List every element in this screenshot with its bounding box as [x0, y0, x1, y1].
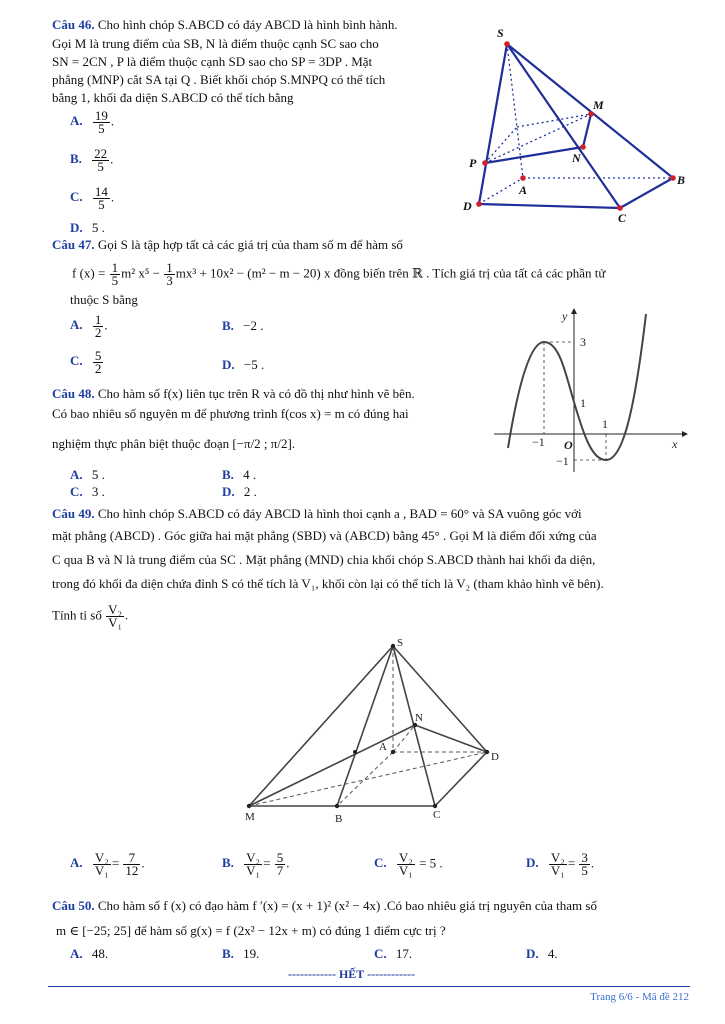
label-n: N [572, 151, 581, 165]
option-label: B. [222, 318, 234, 333]
fraction [93, 186, 110, 211]
numerator: 19 [94, 108, 108, 123]
denominator: 2 [94, 361, 102, 376]
edge-an-hidden [393, 725, 415, 752]
fraction [275, 852, 286, 877]
q49-option-b[interactable]: B. $\frac{\text{V₂}}{\text{V₁}}$ = $\frac{5}{7}$ . [222, 850, 290, 878]
q47-text-3: thuộc S bằng [70, 292, 138, 307]
q46-text-4: phẳng (MNP) cắt SA tại Q . Biết khối chóp S.MNPQ có thể tích [52, 72, 386, 87]
fraction [579, 852, 590, 877]
option-label: B. [222, 467, 234, 482]
fraction [397, 852, 415, 877]
edge-sb [337, 646, 393, 806]
label-b: B [335, 813, 343, 825]
denominator: 5 [98, 197, 105, 212]
q46-text-5: bằng 1, khối đa diện S.ABCD có thể tích bằng [52, 90, 294, 105]
label-s: S [497, 26, 504, 40]
label-s: S [397, 637, 404, 649]
edge-dc [479, 204, 620, 208]
q48-text-3a: nghiệm thực phân biệt thuộc đoạn [52, 436, 230, 451]
option-label: C. [70, 484, 83, 499]
q46-number: Câu 46. [52, 17, 95, 32]
edge-md-hidden [249, 752, 487, 806]
denominator: 5 [97, 159, 104, 174]
edge-sm [249, 646, 393, 806]
fraction-one-third [164, 262, 175, 287]
fraction [92, 148, 109, 173]
graph-curve [508, 314, 646, 460]
label-origin: O [564, 438, 573, 452]
q48-text-1: Cho hàm số f(x) liên tục trên R và có đồ thị như hình vẽ bên. [97, 386, 415, 401]
option-label: C. [70, 353, 83, 369]
fraction [93, 314, 104, 339]
q49-option-d[interactable]: D. $\frac{\text{V₂}}{\text{V₁}}$ = $\frac{3}{5}$ . [526, 850, 595, 878]
q47-option-c[interactable] [70, 350, 104, 375]
edge-sd [479, 44, 507, 204]
edge-qm-hidden [517, 114, 591, 127]
label-p: P [469, 156, 477, 170]
fraction [93, 852, 111, 877]
option-label: D. [526, 855, 539, 871]
page-footer: Trang 6/6 - Mã đề 212 [590, 991, 689, 1003]
numerator: V₂ [550, 850, 565, 865]
func-part-a: f (x) = [72, 265, 106, 281]
denominator: 5 [98, 121, 105, 136]
q49-text-1: Cho hình chóp S.ABCD có đáy ABCD là hình thoi cạnh a , BAD = 60° và SA vuông góc với [97, 506, 582, 521]
label-one: 1 [580, 396, 586, 410]
q46-text-3: SN = 2CN , P là điểm thuộc cạnh SD sao cho SP = 3DP . Mặt [52, 54, 373, 69]
option-label: C. [70, 189, 83, 205]
label-a: A [379, 741, 387, 753]
edge-cd [435, 752, 487, 806]
label-three: 3 [580, 335, 586, 349]
option-label: B. [222, 946, 234, 961]
q49-text-2: mặt phẳng (ABCD) . Góc giữa hai mặt phẳng (SBD) và (ABCD) bằng 45° . Gọi M là điểm đối xứng của [52, 528, 597, 543]
q47-line-1 [52, 237, 403, 253]
q48-text-3: nghiệm thực phân biệt thuộc đoạn [−π/2 ; π/2]. [52, 436, 296, 451]
q49-line-1 [52, 506, 582, 522]
option-text: −5 . [243, 357, 265, 372]
numerator: V₂ [398, 850, 413, 865]
option-label: A. [70, 946, 83, 961]
q50-option-b[interactable] [222, 946, 259, 962]
q46-text-2: Gọi M là trung điểm của SB, N là điểm thuộc cạnh SC sao cho [52, 36, 379, 51]
denominator: V₁ [94, 863, 109, 878]
func-part-b: m² x⁵ − [121, 265, 160, 281]
option-text: 48. [91, 946, 109, 961]
option-text: −2 . [243, 318, 264, 333]
option-text: 3 . [91, 484, 105, 499]
q49-option-a[interactable]: A. $\frac{\text{V₂}}{\text{V₁}}$ = $\frac{7}{12}$ . [70, 850, 145, 878]
option-label: A. [70, 317, 83, 333]
label-d: D [463, 199, 472, 213]
numerator: V₂ [246, 850, 261, 865]
q49-pyramid-figure [235, 628, 515, 828]
label-a: A [519, 183, 528, 197]
fraction [549, 852, 567, 877]
y-axis-arrow-icon [571, 308, 577, 314]
option-text: 5 . [91, 220, 105, 235]
fraction [244, 852, 262, 877]
q46-option-d[interactable] [70, 220, 105, 236]
q50-text-1: Cho hàm số f (x) có đạo hàm f ′(x) = (x + 1)² (x² − 4x) .Có bao nhiêu giá trị nguyên của tham số [97, 898, 597, 913]
denominator: V₁ [398, 863, 413, 878]
label-y: y [562, 309, 568, 323]
q49-option-c[interactable] [374, 852, 443, 877]
q48-text-2: Có bao nhiêu số nguyên m để phương trình f(cos x) = m có đúng hai [52, 406, 409, 421]
label-minus-one-y: −1 [556, 454, 569, 468]
fraction-one-fifth [110, 262, 121, 287]
denominator: 5 [581, 863, 588, 878]
label-m: M [245, 811, 255, 823]
q48-option-c[interactable] [70, 484, 105, 500]
q48-option-d[interactable] [222, 484, 257, 500]
x-axis-arrow-icon [682, 431, 688, 437]
label-c: C [618, 211, 627, 225]
option-label: A. [70, 113, 83, 129]
q48-line-1 [52, 386, 415, 402]
option-label: C. [374, 946, 387, 961]
denominator: 5 [111, 273, 119, 288]
q47-function-line [72, 262, 605, 287]
denominator: V₁ [108, 615, 123, 630]
option-label: B. [70, 151, 82, 167]
q48-number: Câu 48. [52, 386, 95, 401]
q46-line-1 [52, 17, 448, 33]
edge-mn [249, 725, 415, 806]
q49-number: Câu 49. [52, 506, 95, 521]
denominator: 7 [276, 863, 284, 878]
q47-text-1: Gọi S là tập hợp tất cả các giá trị của tham số m để hàm số [97, 237, 403, 252]
numerator: 5 [94, 348, 102, 363]
numerator: 7 [123, 852, 140, 865]
option-label: D. [222, 484, 235, 499]
q49-text-5: Tính tỉ số $\frac{\text{V₂}}{\text{V₁}}$ . [52, 602, 129, 630]
edge-nm [583, 114, 591, 147]
edge-pn [485, 147, 583, 163]
numerator: 5 [276, 850, 284, 865]
q50-option-c[interactable] [374, 946, 412, 962]
option-text: 4 . [243, 467, 257, 482]
q50-text-2: m ∈ [−25; 25] để hàm số g(x) = f (2x² − 12x + m) có đúng 1 điểm cực trị ? [56, 923, 446, 938]
q48-function-graph [488, 306, 688, 476]
edge-ab-hidden [337, 752, 393, 806]
fraction [93, 110, 110, 135]
q47-option-b[interactable] [222, 318, 264, 334]
q50-option-d[interactable] [526, 946, 558, 962]
numerator: 14 [94, 184, 108, 199]
q50-option-a[interactable] [70, 946, 108, 962]
q50-number: Câu 50. [52, 898, 95, 913]
label-d: D [491, 751, 499, 763]
q49-text-5a: Tính tỉ số [52, 607, 102, 623]
label-x: x [672, 437, 678, 451]
option-label: A. [70, 855, 83, 871]
edge-cb [620, 178, 673, 208]
numerator: 1 [111, 260, 119, 275]
q46-option-c[interactable]: C. $\frac{14}{5}$ . [70, 184, 115, 212]
label-c: C [433, 809, 441, 821]
label-one-x: 1 [602, 417, 608, 431]
numerator: V₂ [94, 850, 109, 865]
q48-option-b[interactable] [222, 467, 256, 483]
label-n: N [415, 712, 423, 724]
q46-option-a[interactable]: A. $\frac{19}{5}$ . [70, 108, 115, 136]
q49-text-3: C qua B và N là trung điểm của SC . Mặt phẳng (MND) chia khối chóp S.ABCD thành hai khối đa diện, [52, 552, 596, 567]
option-label: B. [222, 855, 234, 871]
numerator: 1 [94, 312, 102, 327]
option-text: 19. [243, 946, 260, 961]
q46-pyramid-figure [455, 20, 700, 230]
q46-option-b[interactable]: B. $\frac{22}{5}$ . [70, 146, 114, 174]
fraction [93, 350, 104, 375]
fraction [123, 852, 140, 877]
option-label: D. [526, 946, 539, 961]
denominator: V₁ [550, 863, 565, 878]
edge-da-hidden [479, 178, 523, 204]
func-part-d: đồng biến trên ℝ . Tích giá trị của tất cả các phần tử [333, 265, 606, 281]
edge-nd [415, 725, 487, 752]
numerator: 22 [94, 146, 108, 161]
denominator: 12 [125, 863, 139, 878]
label-m: M [593, 98, 604, 112]
option-text: 4. [547, 946, 558, 961]
q47-number: Câu 47. [52, 237, 95, 252]
q46-text-1: Cho hình chóp S.ABCD có đáy ABCD là hình bình hành. [97, 17, 398, 32]
q48-option-a[interactable] [70, 467, 105, 483]
q47-option-d[interactable] [222, 357, 264, 373]
option-label: D. [222, 357, 235, 372]
numerator: 1 [166, 260, 173, 275]
option-label: D. [70, 220, 83, 235]
end-mark: ------------ HẾT ------------ [288, 967, 416, 981]
option-text: 17. [395, 946, 413, 961]
option-label: A. [70, 467, 83, 482]
denominator: 3 [166, 273, 173, 288]
option-text: 5 . [91, 467, 105, 482]
q48-interval: [−π/2 ; π/2] [232, 436, 292, 451]
label-b: B [677, 173, 686, 187]
q49-text-4: trong đó khối đa diện chứa đỉnh S có thể tích là V₁, khối còn lại có thể tích là V₂ (tham khảo hình vẽ bên). [52, 576, 604, 591]
denominator: 2 [94, 325, 102, 340]
option-text: 2 . [243, 484, 257, 499]
footer-divider [48, 986, 690, 987]
numerator: 3 [581, 850, 588, 865]
func-part-c: mx³ + 10x² − (m² − m − 20) x [175, 265, 331, 281]
option-text: = 5 . [419, 855, 443, 871]
edge-sb [507, 44, 673, 178]
q47-option-a[interactable]: A. $\frac{1}{2}$ . [70, 312, 108, 340]
denominator: V₁ [246, 863, 261, 878]
option-label: C. [374, 855, 387, 871]
numerator: V₂ [108, 602, 123, 617]
label-minus-one-x: −1 [532, 435, 545, 449]
fraction [106, 604, 124, 629]
q50-line-1 [52, 898, 597, 914]
